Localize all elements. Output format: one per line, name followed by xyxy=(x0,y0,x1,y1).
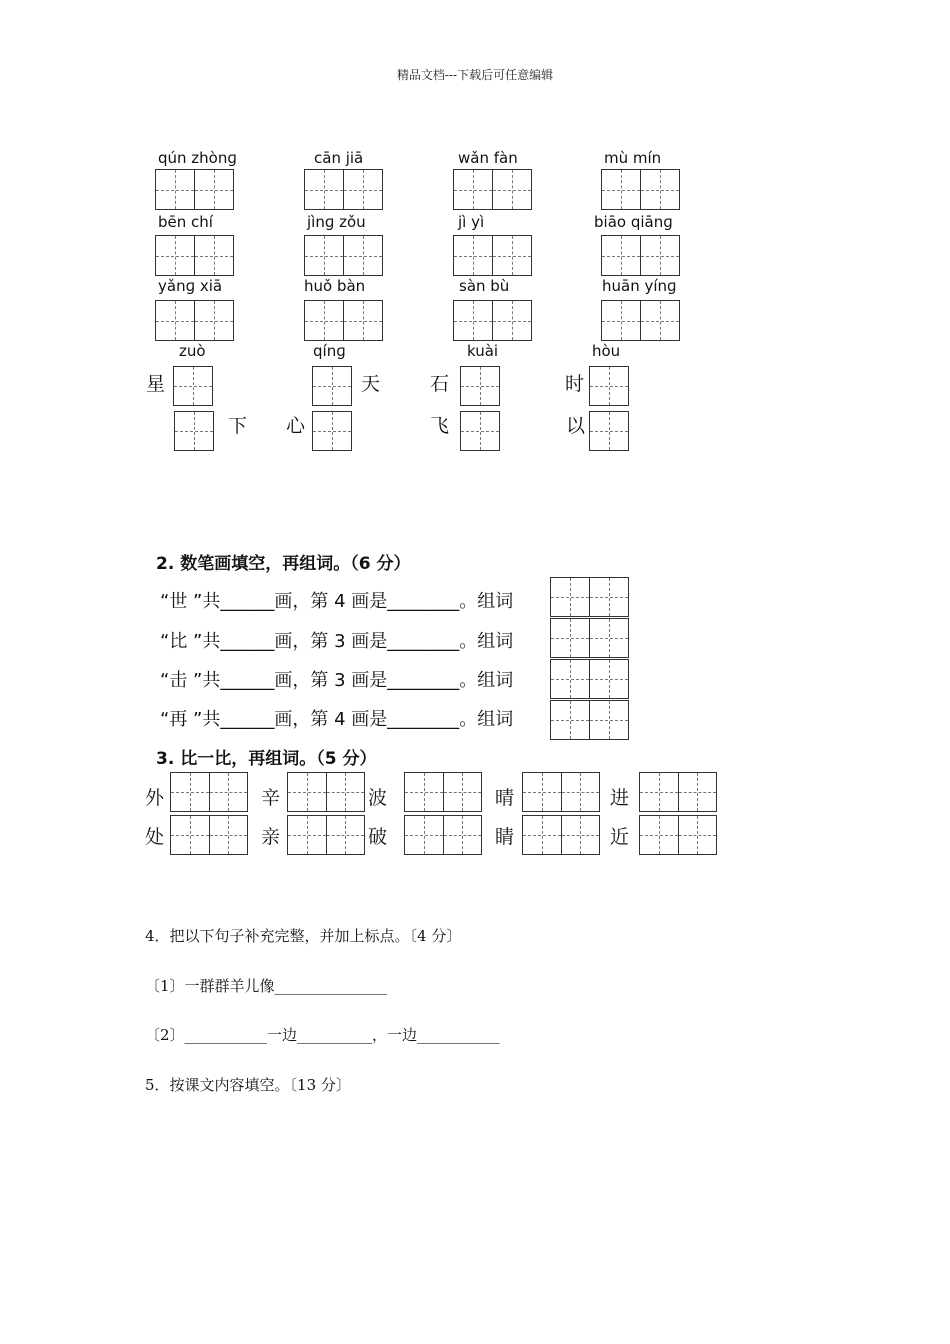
answer-box[interactable] xyxy=(589,366,629,406)
answer-grid[interactable] xyxy=(404,815,482,855)
answer-grid[interactable] xyxy=(550,577,629,617)
answer-grid[interactable] xyxy=(453,169,532,210)
pinyin-label: jìnɡ zǒu xyxy=(307,213,366,231)
pinyin-label: huān yínɡ xyxy=(602,277,677,295)
compare-char: 破 xyxy=(368,826,388,848)
section-3-title: 3. 比一比，再组词。（5 分） xyxy=(156,749,377,769)
answer-grid[interactable] xyxy=(550,618,629,658)
word-char: 飞 xyxy=(430,415,450,437)
answer-grid[interactable] xyxy=(155,300,234,341)
word-char: 石 xyxy=(430,373,450,395)
answer-grid[interactable] xyxy=(550,659,629,699)
answer-box[interactable] xyxy=(312,366,352,406)
answer-grid[interactable] xyxy=(404,772,482,812)
pinyin-label: huǒ bàn xyxy=(304,277,366,295)
stroke-question: “再 ”共______画，第 4 画是________。组词 xyxy=(160,709,514,730)
answer-grid[interactable] xyxy=(304,169,383,210)
answer-grid[interactable] xyxy=(601,235,680,276)
pinyin-label: yǎnɡ xiā xyxy=(158,277,223,295)
answer-grid[interactable] xyxy=(639,815,717,855)
answer-grid[interactable] xyxy=(639,772,717,812)
answer-grid[interactable] xyxy=(522,815,600,855)
pinyin-label: qún zhònɡ xyxy=(158,149,237,167)
section-4-title: 4．把以下句子补充完整，并加上标点。〔4 分〕 xyxy=(145,927,462,945)
pinyin-label: cān jiā xyxy=(314,149,364,167)
answer-grid[interactable] xyxy=(170,815,248,855)
answer-grid[interactable] xyxy=(522,772,600,812)
pinyin-label: kuài xyxy=(467,342,499,360)
word-char: 时 xyxy=(565,373,585,395)
compare-char: 亲 xyxy=(261,826,281,848)
section-2-title: 2. 数笔画填空，再组词。（6 分） xyxy=(156,554,411,574)
word-char: 下 xyxy=(228,415,248,437)
pinyin-label: sàn bù xyxy=(459,277,510,295)
pinyin-label: jì yì xyxy=(458,213,485,231)
answer-grid[interactable] xyxy=(287,815,365,855)
stroke-question: “世 ”共______画，第 4 画是________。组词 xyxy=(160,591,514,612)
stroke-question: “比 ”共______画，第 3 画是________。组词 xyxy=(160,631,514,652)
sentence-question-2: 〔2〕___________一边__________，一边___________ xyxy=(145,1026,500,1044)
compare-char: 晴 xyxy=(495,787,515,809)
answer-box[interactable] xyxy=(173,366,213,406)
word-char: 星 xyxy=(146,373,166,395)
answer-grid[interactable] xyxy=(304,300,383,341)
sentence-question-1: 〔1〕一群群羊儿像_______________ xyxy=(145,977,388,995)
pinyin-label: bēn chí xyxy=(158,213,213,231)
page-header: 精品文档---下载后可任意编辑 xyxy=(396,68,554,82)
answer-grid[interactable] xyxy=(601,169,680,210)
compare-char: 外 xyxy=(145,787,165,809)
pinyin-label: biāo qiānɡ xyxy=(594,213,673,231)
compare-char: 波 xyxy=(368,787,388,809)
answer-grid[interactable] xyxy=(453,300,532,341)
answer-grid[interactable] xyxy=(453,235,532,276)
answer-grid[interactable] xyxy=(155,235,234,276)
pinyin-label: zuò xyxy=(179,342,206,360)
compare-char: 处 xyxy=(145,826,165,848)
pinyin-label: hòu xyxy=(592,342,621,360)
pinyin-label: qínɡ xyxy=(313,342,346,360)
answer-box[interactable] xyxy=(312,411,352,451)
answer-box[interactable] xyxy=(460,366,500,406)
compare-char: 进 xyxy=(610,787,630,809)
answer-grid[interactable] xyxy=(601,300,680,341)
answer-grid[interactable] xyxy=(304,235,383,276)
stroke-question: “击 ”共______画，第 3 画是________。组词 xyxy=(160,670,514,691)
section-5-title: 5．按课文内容填空。〔13 分〕 xyxy=(145,1076,351,1094)
answer-grid[interactable] xyxy=(287,772,365,812)
pinyin-label: mù mín xyxy=(604,149,662,167)
word-char: 天 xyxy=(361,373,381,395)
answer-grid[interactable] xyxy=(155,169,234,210)
answer-box[interactable] xyxy=(589,411,629,451)
answer-grid[interactable] xyxy=(170,772,248,812)
compare-char: 睛 xyxy=(495,826,515,848)
answer-grid[interactable] xyxy=(550,700,629,740)
answer-box[interactable] xyxy=(174,411,214,451)
word-char: 以 xyxy=(566,415,586,437)
pinyin-label: wǎn fàn xyxy=(458,149,518,167)
compare-char: 辛 xyxy=(261,787,281,809)
word-char: 心 xyxy=(286,415,306,437)
compare-char: 近 xyxy=(610,826,630,848)
answer-box[interactable] xyxy=(460,411,500,451)
